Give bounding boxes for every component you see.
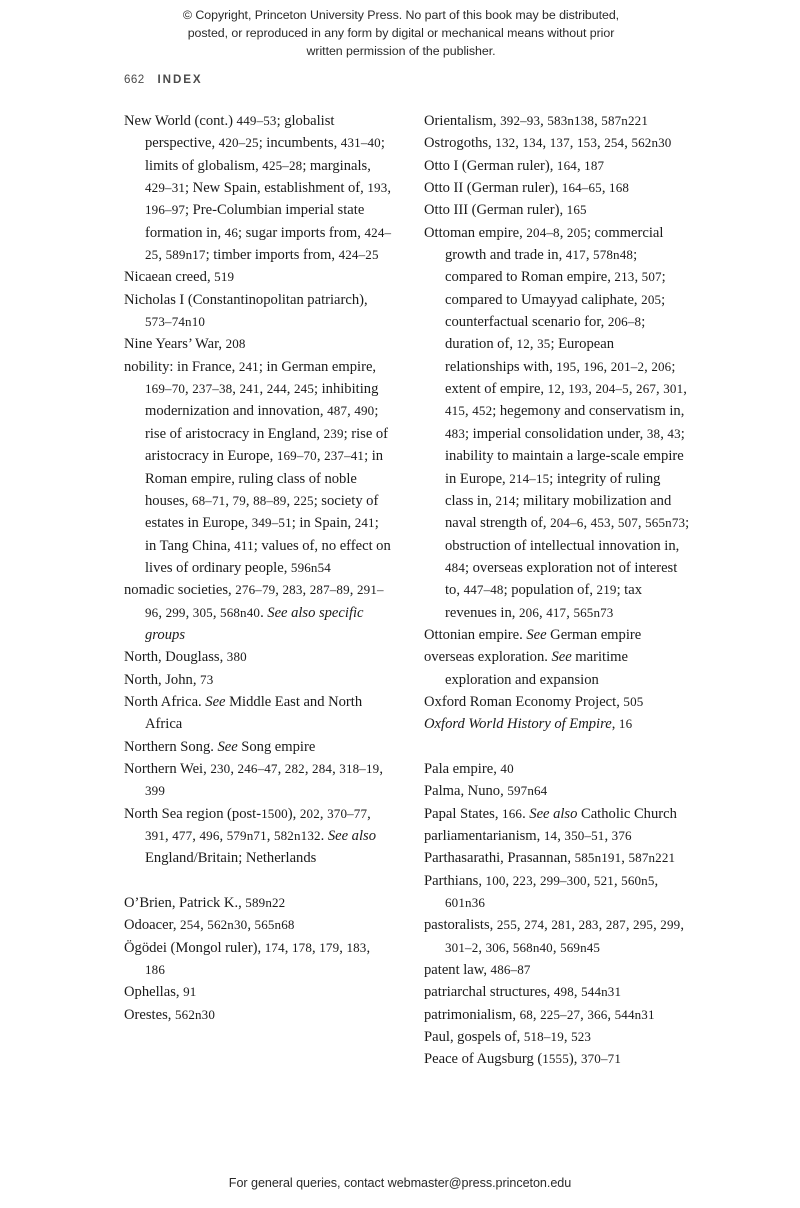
index-entry: pastoralists, 255, 274, 281, 283, 287, 295, 299, 301–2, 306, 568n40, 569n45 xyxy=(424,917,684,956)
page-reference: 100 xyxy=(485,872,506,888)
page-footer: For general queries, contact webmaster@press.princeton.edu xyxy=(228,1176,572,1190)
page-reference: 420–25 xyxy=(218,135,259,151)
index-entry: North Africa. See Middle East and North Africa xyxy=(124,693,363,733)
cross-reference-italic: See also specific groups xyxy=(145,604,364,643)
index-entry: patent law, 486–87 xyxy=(424,962,531,979)
page-reference: 164 xyxy=(556,157,577,173)
page-reference: 560n5 xyxy=(621,872,655,888)
page-reference: 193 xyxy=(568,381,589,397)
page-reference: 88–89 xyxy=(253,492,287,508)
page-reference: 132 xyxy=(495,135,516,151)
page-reference: 14 xyxy=(543,828,558,843)
page-reference: 254 xyxy=(180,917,201,933)
page-reference: 425–28 xyxy=(262,157,303,173)
index-entry: O’Brien, Patrick K., 589n22 xyxy=(124,895,286,912)
page-reference: 225–27 xyxy=(540,1006,581,1022)
page-reference: 38 xyxy=(646,425,661,441)
cross-reference-italic: Oxford World History of Empire xyxy=(424,716,612,733)
index-entry: Otto III (German ruler), 165 xyxy=(424,202,587,219)
page-reference: 283 xyxy=(578,917,599,933)
index-entry: Ögödei (Mongol ruler), 174, 178, 179, 183, 186 xyxy=(124,939,371,978)
page-reference: 562n30 xyxy=(174,1006,216,1022)
page-reference: 219 xyxy=(596,582,617,598)
page-reference: 589n22 xyxy=(245,895,286,911)
page-reference: 179 xyxy=(319,939,340,955)
page-reference: 399 xyxy=(145,783,166,799)
page-reference: 168 xyxy=(609,180,630,196)
page-reference: 417 xyxy=(546,604,567,620)
page-reference: 164–65 xyxy=(561,180,602,196)
page-reference: 498 xyxy=(553,984,574,1000)
section-break xyxy=(424,736,692,758)
page-reference: 301–2 xyxy=(445,939,479,955)
running-head-label: INDEX xyxy=(157,73,203,86)
page-reference: 204–6 xyxy=(550,515,584,531)
page-reference: 206 xyxy=(651,358,672,374)
page-reference: 453 xyxy=(590,515,611,531)
page-reference: 68–71 xyxy=(191,492,226,508)
index-entry: patriarchal structures, 498, 544n31 xyxy=(424,984,622,1001)
page-reference: 585n191 xyxy=(574,850,622,866)
page-reference: 490 xyxy=(354,403,375,419)
page-reference: 241 xyxy=(238,358,259,374)
page-reference: 204–5 xyxy=(595,381,629,397)
index-entry: New World (cont.) 449–53; globalist perspective, 420–25; incumbents, 431–40; limits of globalism, 425–28; marginals, 429–31; New Spain, establishment of, 193, 196–97; Pre-Columbian imperial state formation in, 46; sugar imports from, 424–25, 589n17; timber imports from, 424–25 xyxy=(124,113,392,264)
index-entry: nobility: in France, 241; in German empire, 169–70, 237–38, 241, 244, 245; inhibiting modernization and innovation, 487, 490; rise of aristocracy in England, 239; rise of aristocracy in Europe, 169–70, 237–41; in Roman empire, ruling class of noble houses, 68–71, 79, 88–89, 225; society of estates in Europe, 349–51; in Spain, 241; in Tang China, 411; values of, no effect on lives of ordinary people, 596n54 xyxy=(124,358,391,576)
page-reference: 415 xyxy=(445,403,466,419)
page-reference: 134 xyxy=(522,135,543,151)
page-reference: 291–96 xyxy=(145,582,384,620)
page-reference: 178 xyxy=(291,939,313,955)
page-reference: 562n30 xyxy=(631,135,672,151)
page-reference: 519 xyxy=(214,269,235,285)
page-reference: 187 xyxy=(584,157,605,173)
page-reference: 40 xyxy=(500,760,514,776)
index-entry: Otto I (German ruler), 164, 187 xyxy=(424,157,605,174)
page-reference: 137 xyxy=(549,135,570,151)
page-reference: 583n138 xyxy=(547,113,595,128)
index-entry: Papal States, 166. See also Catholic Church xyxy=(424,805,677,822)
copyright-notice: © Copyright, Princeton University Press. No part of this book may be distributed, posted, or reproduced in any form by digital or mechanical means without prior written permission of the publisher. xyxy=(182,8,620,59)
cross-reference-italic: See also xyxy=(529,805,578,822)
page-reference: 366 xyxy=(587,1006,608,1022)
index-entry: patrimonialism, 68, 225–27, 366, 544n31 xyxy=(424,1006,655,1023)
index-entry: Odoacer, 254, 562n30, 565n68 xyxy=(124,917,295,934)
cross-reference-italic: See xyxy=(205,693,226,710)
page-reference: 507 xyxy=(617,515,638,531)
page-reference: 431–40 xyxy=(340,135,381,151)
page-reference: 417 xyxy=(565,247,586,263)
page-reference: 16 xyxy=(618,716,633,732)
page-reference: 486–87 xyxy=(490,962,531,978)
index-entry: parliamentarianism, 14, 350–51, 376 xyxy=(424,828,632,844)
index-entry: Ottonian empire. See German empire xyxy=(424,626,642,643)
page-reference: 565n68 xyxy=(254,917,295,933)
index-entry: Palma, Nuno, 597n64 xyxy=(424,783,548,800)
page-reference: 267 xyxy=(636,381,657,397)
index-entry: Orientalism, 392–93, 583n138, 587n221 xyxy=(424,113,648,129)
page-reference: 244 xyxy=(266,381,287,397)
page-folio-number: 662 xyxy=(124,73,145,86)
index-entry: North, John, 73 xyxy=(124,671,214,688)
index-columns xyxy=(124,110,690,1068)
index-entry: Oxford Roman Economy Project, 505 xyxy=(424,693,644,710)
page-reference: 391 xyxy=(145,828,166,843)
page-reference: 589n17 xyxy=(165,247,206,263)
page-reference: 204–8 xyxy=(526,224,560,240)
page-reference: 299 xyxy=(165,604,186,620)
page-reference: 484 xyxy=(445,559,466,575)
page-reference: 225 xyxy=(293,492,314,508)
page-reference: 518–19 xyxy=(523,1029,564,1045)
page-reference: 318–19 xyxy=(339,760,380,776)
page-reference: 523 xyxy=(571,1029,592,1045)
page-reference: 284 xyxy=(312,760,333,776)
page-reference: 241 xyxy=(354,515,375,531)
page-reference: 43 xyxy=(667,425,681,441)
index-entry: North, Douglass, 380 xyxy=(124,649,247,666)
page-reference: 447–48 xyxy=(463,582,504,598)
page-reference: 306 xyxy=(485,939,506,955)
running-head xyxy=(124,73,202,86)
index-entry: Orestes, 562n30 xyxy=(124,1006,216,1023)
page-reference: 477 xyxy=(172,828,193,843)
page-reference: 202 xyxy=(299,805,320,821)
page-reference: 569n45 xyxy=(560,939,601,955)
page-reference: 46 xyxy=(224,224,239,240)
page-reference: 562n30 xyxy=(207,917,248,933)
page-reference: 205 xyxy=(566,224,587,240)
page-reference: 91 xyxy=(183,984,197,1000)
index-entry: Parthasarathi, Prasannan, 585n191, 587n221 xyxy=(424,850,676,867)
cross-reference-italic: See xyxy=(526,626,547,643)
page-reference: 429–31 xyxy=(145,180,186,196)
page-reference: 276–79 xyxy=(235,582,276,598)
page-reference: 206–8 xyxy=(607,314,642,330)
page-reference: 237–41 xyxy=(324,448,365,464)
page-reference: 568n40 xyxy=(512,939,553,955)
index-column-right xyxy=(424,110,692,1071)
page-reference: 568n40 xyxy=(220,604,261,620)
page-reference: 193 xyxy=(367,180,388,196)
index-entry: Oxford World History of Empire, 16 xyxy=(424,716,633,733)
page-reference: 582n132 xyxy=(273,828,321,843)
page-reference: 208 xyxy=(225,336,246,352)
page-reference: 411 xyxy=(234,537,254,553)
page-reference: 1500 xyxy=(261,805,288,821)
index-entry: Nicholas I (Constantinopolitan patriarch), 573–74n10 xyxy=(124,291,368,330)
page-reference: 299 xyxy=(660,917,681,933)
page-reference: 573–74n10 xyxy=(145,314,206,330)
page-reference: 376 xyxy=(611,828,632,843)
page-reference: 73 xyxy=(200,671,214,687)
index-entry: North Sea region (post-1500), 202, 370–77, 391, 477, 496, 579n71, 582n132. See also England/Britain; Netherlands xyxy=(124,805,377,867)
index-entry: Nine Years’ War, 208 xyxy=(124,336,246,353)
page-reference: 544n31 xyxy=(614,1006,655,1022)
index-entry: Pala empire, 40 xyxy=(424,760,514,777)
page-reference: 424–25 xyxy=(338,247,379,263)
index-entry: Peace of Augsburg (1555), 370–71 xyxy=(424,1051,621,1068)
page-reference: 239 xyxy=(323,425,344,441)
page-reference: 206 xyxy=(518,604,539,620)
index-entry: Northern Wei, 230, 246–47, 282, 284, 318–19, 399 xyxy=(124,760,383,799)
index-entry: Ottoman empire, 204–8, 205; commercial growth and trade in, 417, 578n48; compared to Roman empire, 213, 507; compared to Umayyad caliphate, 205; counterfactual scenario for, 206–8; duration of, 12, 35; European relationships with, 195, 196, 201–2, 206; extent of empire, 12, 193, 204–5, 267, 301, 415, 452; hegemony and conservatism in, 483; imperial consolidation under, 38, 43; inability to maintain a large-scale empire in Europe, 214–15; integrity of ruling class in, 214; military mobilization and naval strength of, 204–6, 453, 507, 565n73; obstruction of intellectual innovation in, 484; overseas exploration not of interest to, 447–48; population of, 219; tax revenues in, 206, 417, 565n73 xyxy=(424,224,690,621)
page-reference: 196 xyxy=(583,358,604,374)
page-reference: 153 xyxy=(576,135,597,151)
index-entry: nomadic societies, 276–79, 283, 287–89, 291–96, 299, 305, 568n40. See also specific groups xyxy=(124,582,384,643)
page-reference: 596n54 xyxy=(290,559,331,575)
page-reference: 507 xyxy=(641,269,662,285)
page-reference: 449–53 xyxy=(236,113,277,128)
index-entry: Ostrogoths, 132, 134, 137, 153, 254, 562n30 xyxy=(424,135,672,152)
page-reference: 12 xyxy=(516,336,530,352)
page-reference: 287 xyxy=(605,917,626,933)
page-reference: 281 xyxy=(551,917,572,933)
index-entry: overseas exploration. See maritime exploration and expansion xyxy=(424,649,628,688)
page-reference: 283 xyxy=(282,582,303,598)
page-reference: 201–2 xyxy=(610,358,645,374)
index-entry: Paul, gospels of, 518–19, 523 xyxy=(424,1029,592,1046)
page-reference: 565n73 xyxy=(573,604,614,620)
page-reference: 169–70 xyxy=(276,448,317,464)
page-reference: 35 xyxy=(537,336,551,352)
page-reference: 452 xyxy=(472,403,493,419)
page-reference: 587n221 xyxy=(601,113,648,128)
page-reference: 213 xyxy=(614,269,635,285)
page-reference: 487 xyxy=(327,403,348,419)
page-reference: 174 xyxy=(264,939,285,955)
page-reference: 299–300 xyxy=(539,872,587,888)
page-reference: 578n48 xyxy=(593,247,634,263)
page-reference: 68 xyxy=(519,1006,533,1022)
page-reference: 579n71 xyxy=(226,828,267,843)
page-reference: 241 xyxy=(239,381,260,397)
page-reference: 246–47 xyxy=(237,760,278,776)
page-reference: 195 xyxy=(556,358,577,374)
page-reference: 544n31 xyxy=(581,984,622,1000)
page-reference: 565n73 xyxy=(645,515,686,531)
page-reference: 587n221 xyxy=(628,850,676,866)
page-reference: 255 xyxy=(496,917,517,933)
page-reference: 214 xyxy=(495,492,516,508)
page-reference: 424–25 xyxy=(145,224,392,263)
page-reference: 254 xyxy=(604,135,625,151)
page-reference: 350–51 xyxy=(564,828,605,843)
index-entry: Otto II (German ruler), 164–65, 168 xyxy=(424,180,630,197)
page-reference: 505 xyxy=(623,693,644,709)
page-reference: 223 xyxy=(512,872,533,888)
cross-reference-italic: See xyxy=(551,649,572,666)
page-reference: 169–70 xyxy=(145,381,186,397)
page-reference: 230 xyxy=(210,760,231,776)
page-reference: 196–97 xyxy=(145,202,186,218)
page-reference: 205 xyxy=(641,291,662,307)
page-reference: 166 xyxy=(502,805,523,821)
page-reference: 245 xyxy=(293,381,314,397)
page-reference: 165 xyxy=(566,202,587,218)
page-reference: 370–77 xyxy=(327,805,368,821)
page-reference: 305 xyxy=(192,604,213,620)
page-reference: 483 xyxy=(445,425,466,441)
page-reference: 349–51 xyxy=(251,515,292,531)
page-reference: 282 xyxy=(284,760,305,776)
index-entry: Northern Song. See Song empire xyxy=(124,738,316,755)
page-reference: 79 xyxy=(232,492,246,508)
page-reference: 287–89 xyxy=(309,582,350,598)
page-reference: 237–38 xyxy=(192,381,233,397)
page-reference: 295 xyxy=(633,917,654,933)
page-reference: 601n36 xyxy=(445,895,486,911)
index-entry: Nicaean creed, 519 xyxy=(124,269,235,286)
page-reference: 1555 xyxy=(542,1051,569,1067)
page-reference: 496 xyxy=(199,828,220,843)
index-entry: Ophellas, 91 xyxy=(124,984,197,1001)
section-break xyxy=(124,870,392,892)
page-reference: 301 xyxy=(663,381,684,397)
page-reference: 186 xyxy=(145,962,166,978)
cross-reference-italic: See xyxy=(217,738,238,755)
page-reference: 12 xyxy=(547,381,561,397)
index-entry: Parthians, 100, 223, 299–300, 521, 560n5, 601n36 xyxy=(424,872,659,911)
page-reference: 380 xyxy=(226,649,247,665)
page-reference: 183 xyxy=(346,939,367,955)
page-reference: 370–71 xyxy=(580,1051,621,1067)
page-reference: 214–15 xyxy=(509,470,550,486)
cross-reference-italic: See also xyxy=(327,828,377,844)
page-reference: 521 xyxy=(593,872,614,888)
page-reference: 274 xyxy=(524,917,545,933)
page-reference: 392–93 xyxy=(500,113,541,128)
index-column-left xyxy=(124,110,392,1026)
page-reference: 597n64 xyxy=(507,783,548,799)
